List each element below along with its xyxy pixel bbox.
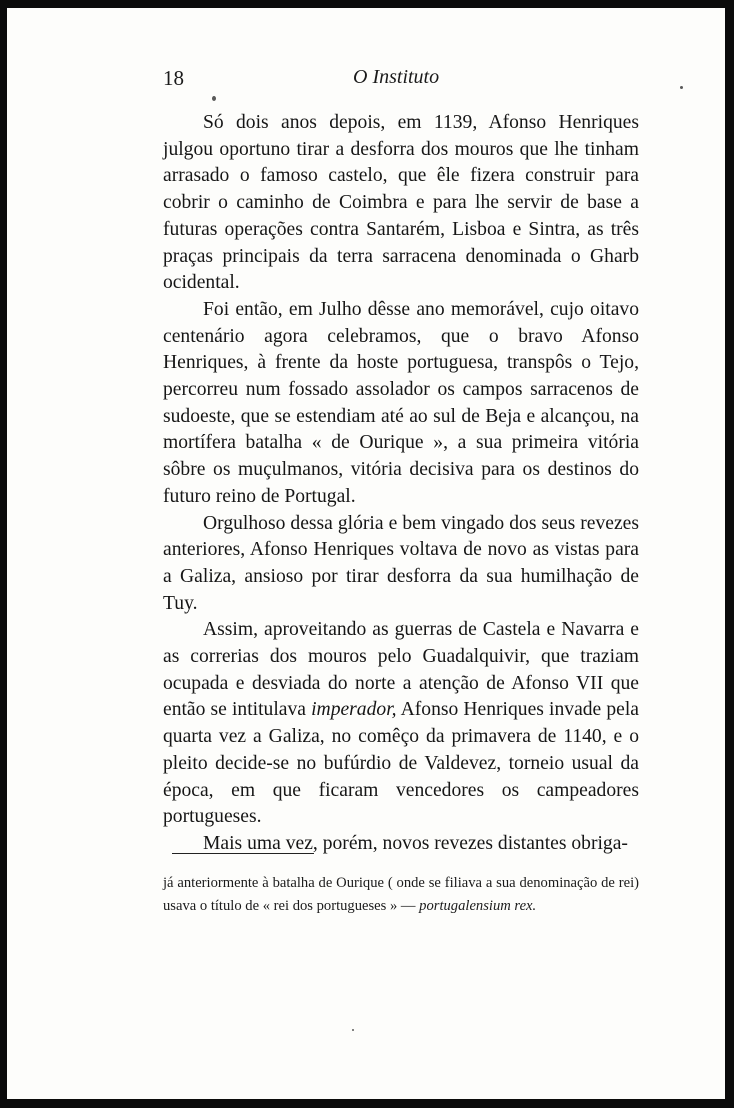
scan-border-bottom bbox=[0, 1099, 734, 1108]
paragraph: Orgulhoso dessa glória e bem vingado dos seus revezes anteriores, Afonso Henriques voltava de novo as vistas para a Galiza, ansioso por tirar desforra da sua humilhação de Tuy. bbox=[163, 512, 639, 614]
page-header bbox=[163, 66, 641, 96]
paragraph-text: Afonso Henriques invade pela quarta vez a Galiza, no comêço da primavera de 1140, e o pleito decide-se no bufúrdio de Valdevez, torneio usual da época, em que ficaram vencedores os campeadores portugueses. bbox=[163, 699, 640, 828]
paragraph: Mais uma vez, porém, novos revezes distantes obriga- bbox=[203, 832, 628, 854]
scan-border-left bbox=[0, 0, 7, 1108]
italic-term: imperador, bbox=[311, 699, 397, 721]
footnote-text: já anteriormente à batalha de Ourique ( onde se filiava a sua denominação de rei) usava o título de « rei dos portugueses » — bbox=[163, 875, 639, 914]
footnote bbox=[163, 872, 639, 917]
scan-speck bbox=[352, 1029, 354, 1031]
scan-border-top bbox=[0, 0, 734, 8]
footnote-paragraph bbox=[163, 872, 639, 917]
scan-speck bbox=[212, 96, 216, 101]
paragraph: Foi então, em Julho dêsse ano memorável, cujo oitavo centenário agora celebramos, que o bravo Afonso Henriques, à frente da hoste portuguesa, transpôs o Tejo, percorreu num fossado assolador os campos sarracenos de sudoeste, que se estendiam até ao sul de Beja e alcançou, na mortífera batalha « de Ourique », a sua primeira vitória sôbre os muçulmanos, vitória decisiva para os destinos do futuro reino de Portugal. bbox=[163, 298, 639, 507]
page-number: 18 bbox=[163, 66, 184, 90]
scan-border-right bbox=[725, 0, 734, 1108]
paragraph bbox=[163, 617, 639, 831]
footnote-italic: portugalensium rex. bbox=[419, 897, 537, 914]
footnote-divider bbox=[172, 853, 314, 854]
body-text bbox=[163, 110, 639, 858]
paragraph: Só dois anos depois, em 1139, Afonso Henriques julgou oportuno tirar a desforra dos mouros que lhe tinham arrasado o famoso castelo, que êle fizera construir para cobrir o caminho de Coimbra e para lhe servir de base a futuras operações contra Santarém, Lisboa e Sintra, as três praças principais da terra sarracena denominada o Gharb ocidental. bbox=[163, 112, 639, 294]
paragraph-text: Assim, aproveitando as guerras de Castela e Navarra e as correrias dos mouros pelo Guadalquivir, que traziam ocupada e desviada do norte a atenção de Afonso VII que então se intitulava bbox=[163, 619, 639, 721]
running-title: O Instituto bbox=[353, 66, 440, 88]
scan-speck bbox=[680, 86, 683, 89]
